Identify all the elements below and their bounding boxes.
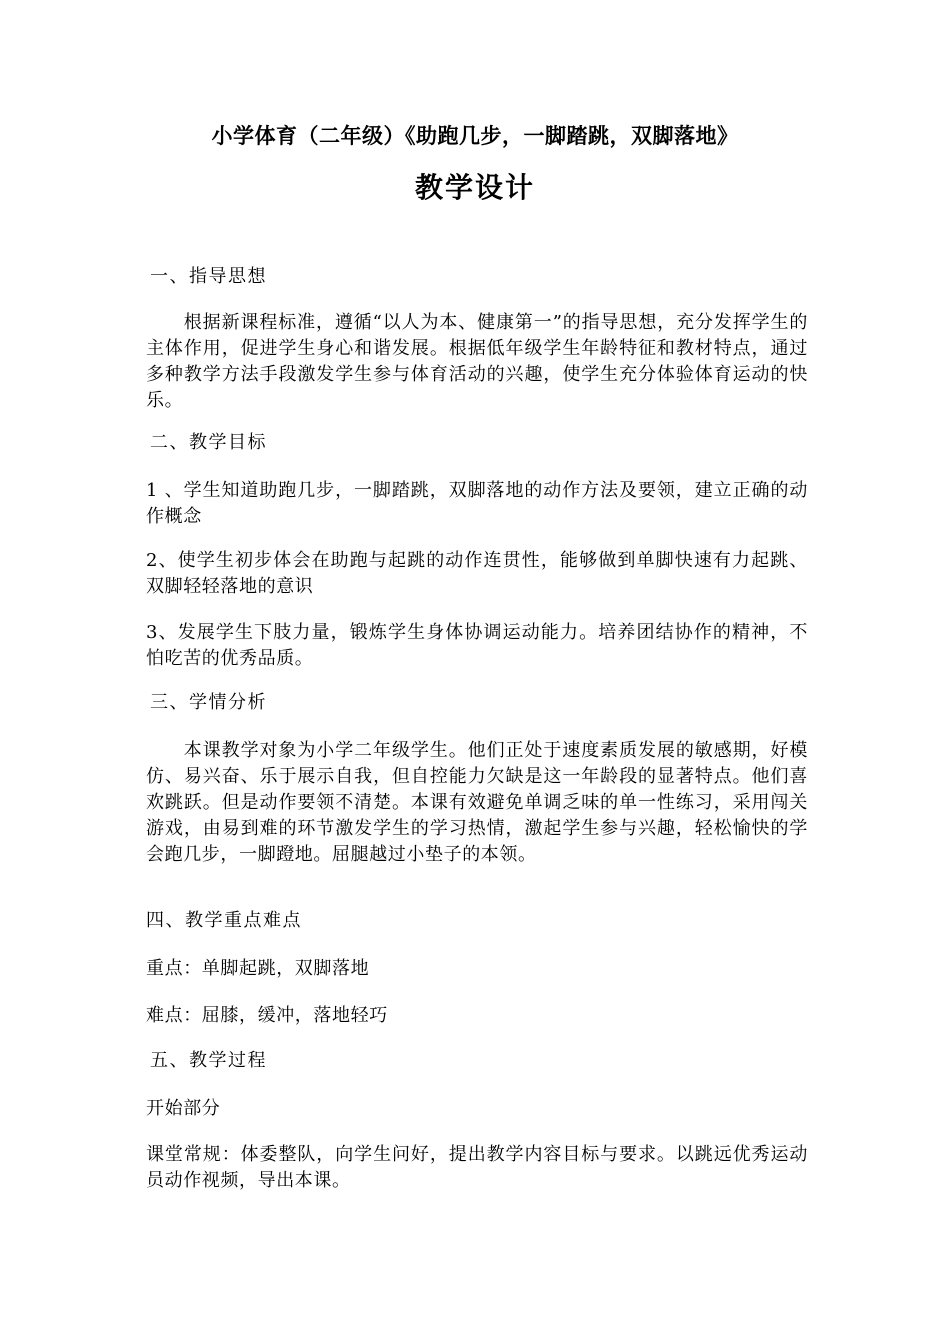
section-heading-teaching-goals: 二、教学目标 xyxy=(150,432,267,453)
document-title: 小学体育（二年级）《助跑几步，一脚踏跳，双脚落地》 xyxy=(211,124,739,148)
paragraph-class-routine: 课堂常规：体委整队，向学生问好，提出教学内容目标与要求。以跳远优秀运动员动作视频，导出本课。 xyxy=(146,1144,808,1191)
paragraph-guiding-thought: 根据新课程标准，遵循“以人为本、健康第一”的指导思想，充分发挥学生的主体作用，促进学生身心和谐发展。根据低年级学生年龄特征和教材特点，通过多种教学方法手段激发学生参与体育活动的兴趣，使学生充分体验体育运动的快乐。 xyxy=(146,312,808,411)
key-point: 重点：单脚起跳，双脚落地 xyxy=(146,958,370,979)
subheading-opening-part: 开始部分 xyxy=(146,1098,221,1119)
paragraph-learner-analysis: 本课教学对象为小学二年级学生。他们正处于速度素质发展的敏感期，好模仿、易兴奋、乐于展示自我，但自控能力欠缺是这一年龄段的显著特点。他们喜欢跳跃。但是动作要领不清楚。本课有效避免单调乏味的单一性练习，采用闯关游戏，由易到难的环节激发学生的学习热情，激起学生参与兴趣，轻松愉快的学会跑几步，一脚蹬地。屈腿越过小垫子的本领。 xyxy=(146,740,808,865)
section-heading-guiding-thought: 一、指导思想 xyxy=(150,266,267,287)
teaching-goal-1: 1 、学生知道助跑几步，一脚踏跳，双脚落地的动作方法及要领，建立正确的动作概念 xyxy=(146,480,808,527)
section-heading-teaching-process: 五、教学过程 xyxy=(150,1050,267,1071)
section-heading-key-difficult-points: 四、教学重点难点 xyxy=(146,910,302,931)
section-heading-learner-analysis: 三、学情分析 xyxy=(150,692,267,713)
teaching-goal-2: 2、使学生初步体会在助跑与起跳的动作连贯性，能够做到单脚快速有力起跳、双脚轻轻落地的意识 xyxy=(146,550,808,597)
document-subtitle: 教学设计 xyxy=(414,171,535,204)
teaching-goal-3: 3、发展学生下肢力量，锻炼学生身体协调运动能力。培养团结协作的精神，不怕吃苦的优秀品质。 xyxy=(146,622,808,669)
difficult-point: 难点：屈膝，缓冲，落地轻巧 xyxy=(146,1005,388,1026)
